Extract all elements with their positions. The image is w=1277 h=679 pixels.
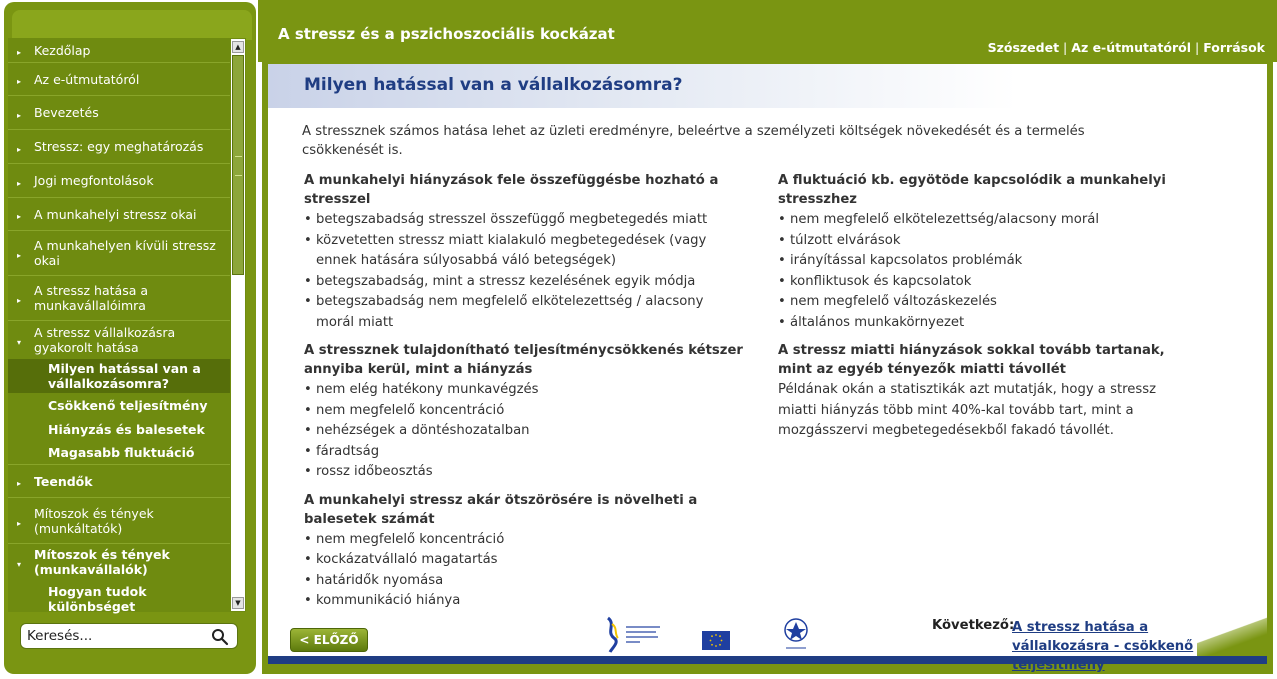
list-item: • általános munkakörnyezet [778,313,1168,334]
search-icon[interactable] [211,628,229,646]
sidebar-item-label: Mítoszok és tények (munkavállalók) [34,547,170,577]
healthy-workplaces-logo [778,616,814,654]
top-links [988,40,1265,55]
section-heading: A munkahelyi hiányzások fele összefüggésbe hozható a stresszel [304,173,719,207]
list-item: • nem megfelelő elkötelezettség/alacsony morál [778,210,1168,231]
title-band [268,64,1267,108]
chevron-down-icon: ▾ [17,560,22,569]
section-heading: A stressz miatti hiányzások sokkal tovább tartanak, mint az egyéb tényezők miatti távollét [778,343,1165,377]
bullet-list [304,380,744,483]
content-panel [268,64,1267,673]
intro-paragraph: A stressznek számos hatása lehet az üzleti eredményre, beleértve a személyzeti költségek növekedését és a termelés csökkenését is. [302,124,1085,158]
sidebar-item-label: A munkahelyi stressz okai [34,206,197,222]
sidebar-subitem-turnover[interactable] [8,441,230,465]
scroll-up-arrow-icon[interactable]: ▲ [232,41,244,53]
sidebar-item-legal[interactable] [8,164,230,198]
bullet-list [304,530,744,612]
list-item: • betegszabadság, mint a stressz kezelésének egyik módja [304,272,744,293]
list-item: • betegszabadság nem megfelelő elkötelezettség / alacsony morál miatt [304,292,744,333]
sidebar-item-label: Mítoszok és tények (munkáltatók) [34,505,154,536]
sidebar-item-employee-impact[interactable] [8,276,230,321]
next-label: Következő: [932,618,1015,633]
scroll-thumb[interactable] [232,55,244,275]
sidebar-scrollbar[interactable] [230,38,246,612]
sidebar-subitem-label: Hiányzás és balesetek [48,421,205,437]
list-item: • rossz időbeosztás [304,462,744,483]
section-heading: A stressznek tulajdonítható teljesítménycsökkenés kétszer annyiba kerül, mint a hiányzás [304,343,743,377]
eu-flag-icon [702,631,730,650]
sidebar-subitem-absence[interactable] [8,417,230,441]
list-item: • kommunikáció hiánya [304,591,744,612]
search-input[interactable] [27,627,207,645]
list-item: • irányítással kapcsolatos problémák [778,251,1168,272]
sidebar-subitem-label: Magasabb fluktuáció [48,445,195,460]
chevron-right-icon: ▸ [17,178,22,188]
bullet-list [778,210,1168,333]
glossary-link[interactable]: Szószedet [987,40,1060,55]
sidebar-item-todo[interactable] [8,465,230,498]
sidebar-item-label: Stressz: egy meghatározás [34,139,204,154]
content-frame [262,62,1273,674]
chevron-down-icon: ▾ [17,338,22,347]
sidebar-subitem-performance[interactable] [8,393,230,417]
sidebar-item-label: A stressz vállalkozásra gyakorolt hatása [34,325,176,355]
grip-icon [235,156,242,176]
sidebar-item-label: A stressz hatása a munkavállalóimra [34,283,149,313]
bullet-list [304,210,744,333]
scroll-down-arrow-icon[interactable]: ▼ [232,597,244,609]
app-title: A stressz és a pszichoszociális kockázat [278,25,615,43]
list-item: • nem megfelelő koncentráció [304,401,744,422]
sidebar-header [12,10,252,40]
sidebar-subitem-cut[interactable] [8,580,230,614]
list-item: • határidők nyomása [304,571,744,592]
sidebar-item-myths-employers[interactable] [8,498,230,544]
chevron-right-icon: ▸ [17,48,22,57]
sidebar-subitem-current[interactable] [8,359,230,393]
chevron-right-icon: ▸ [17,110,22,120]
sidebar-item-label: Bevezetés [34,105,99,120]
sidebar-item-label: Jogi megfontolások [34,173,154,188]
about-link[interactable]: Az e-útmutatóról [1071,40,1192,55]
sidebar-item-label: Teendők [34,473,93,489]
section-paragraph: Példának okán a statisztikák azt mutatják, hogy a stressz miatti hiányzás több mint 40%-kal tovább tart, mint a mozgásszervi megbetegedésekből fakadó távollét. [778,382,1157,438]
list-item: • közvetetten stressz miatt kialakuló megbetegedések (vagy ennek hatására súlyosabbá váló betegségek) [304,231,744,272]
prev-button[interactable]: < ELŐZŐ [290,628,368,652]
sidebar-item-kezdolap[interactable] [8,38,230,63]
osha-logo [602,614,666,654]
list-item: • nehézségek a döntéshozatalban [304,421,744,442]
chevron-right-icon: ▸ [17,77,22,86]
page-header [258,0,1277,62]
sidebar-item-myths-employees[interactable] [8,544,230,580]
sidebar-item-business-impact[interactable] [8,321,230,359]
list-item: • nem megfelelő változáskezelés [778,292,1168,313]
chevron-right-icon: ▸ [17,296,22,305]
list-item: • betegszabadság stresszel összefüggő megbetegedés miatt [304,210,744,231]
sidebar-menu [8,38,230,612]
sidebar-item-definition[interactable] [8,130,230,164]
list-item: • túlzott elvárások [778,231,1168,252]
section-heading: A fluktuáció kb. egyötöde kapcsolódik a munkahelyi stresszhez [778,173,1166,207]
sidebar-item-about[interactable] [8,63,230,96]
section-heading: A munkahelyi stressz akár ötszörösére is növelheti a balesetek számát [304,492,698,527]
list-item: • nem megfelelő koncentráció [304,530,744,551]
sidebar-item-intro[interactable] [8,96,230,130]
chevron-right-icon: ▸ [17,212,22,221]
list-item: • konfliktusok és kapcsolatok [778,272,1168,293]
link-separator: | [1195,40,1200,55]
sidebar-item-label: Kezdőlap [34,42,91,58]
next-page-link[interactable]: A stressz hatása a vállalkozásra - csökkenő teljesítmény [1012,620,1194,673]
sidebar-item-label: Az e-útmutatóról [34,71,140,87]
right-column [778,171,1168,442]
sidebar-subitem-label: Hogyan tudok különbséget [48,584,147,614]
sources-link[interactable]: Források [1203,40,1265,55]
list-item: • nem elég hatékony munkavégzés [304,380,744,401]
sidebar-item-causes[interactable] [8,198,230,231]
left-column [304,171,744,620]
sidebar-subitem-label: Csökkenő teljesítmény [48,397,208,413]
sidebar-subitem-label: Milyen hatással van a vállalkozásomra? [48,361,201,391]
chevron-right-icon: ▸ [17,251,22,260]
chevron-right-icon: ▸ [17,518,22,528]
chevron-right-icon: ▸ [17,479,22,488]
sidebar-item-external-causes[interactable] [8,231,230,276]
chevron-right-icon: ▸ [17,144,22,154]
search-box [20,623,238,649]
list-item: • kockázatvállaló magatartás [304,550,744,571]
sidebar-item-label: A munkahelyen kívüli stressz okai [34,238,216,268]
list-item: • fáradtság [304,442,744,463]
link-separator: | [1063,40,1068,55]
page-title: Milyen hatással van a vállalkozásomra? [304,75,683,95]
